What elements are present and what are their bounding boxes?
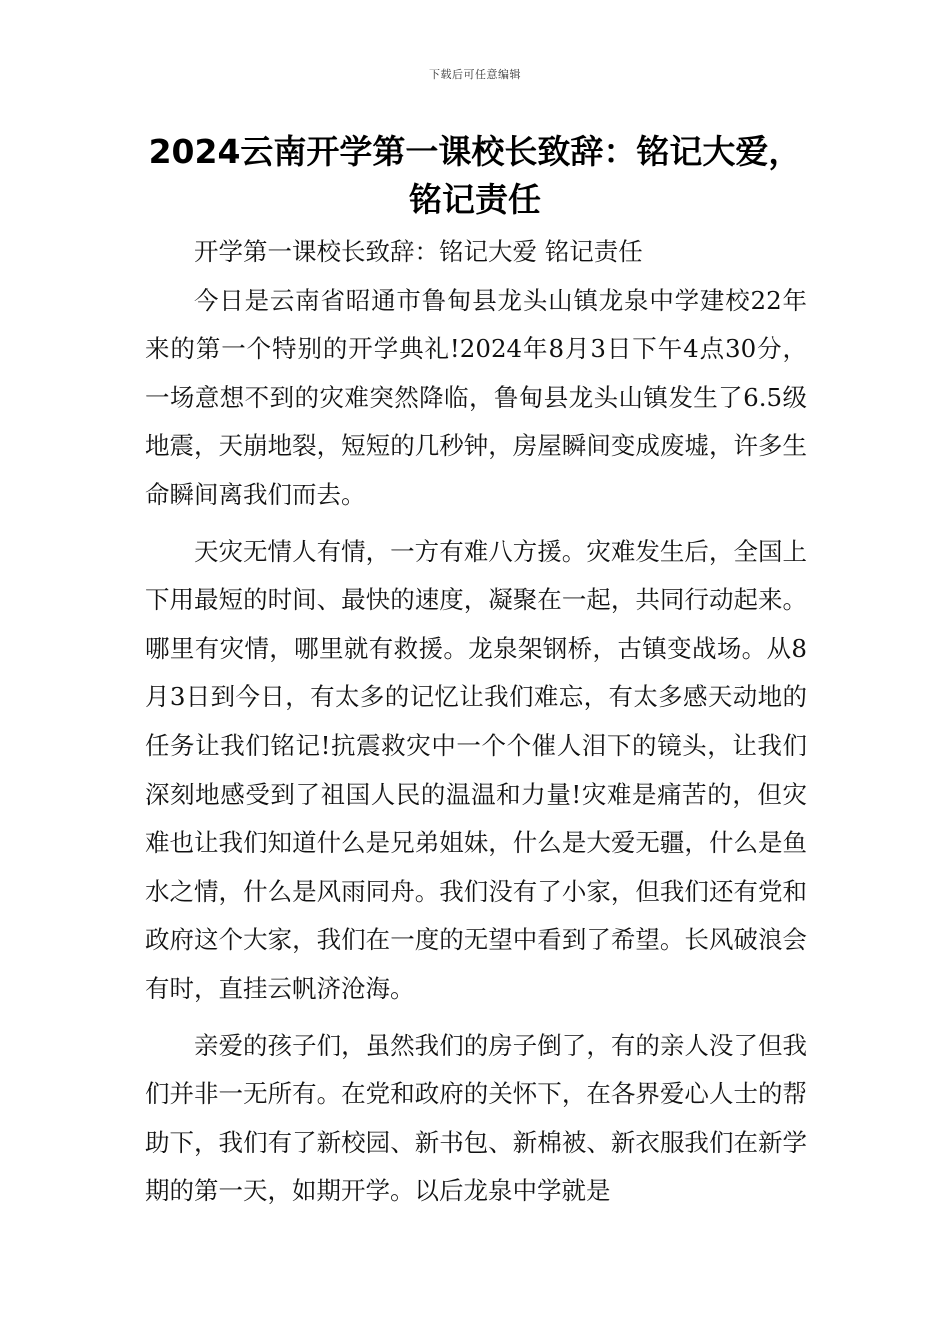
paragraph-3: 亲爱的孩子们，虽然我们的房子倒了，有的亲人没了但我们并非一无所有。在党和政府的关怀下，在各界爱心人士的帮助下，我们有了新校园、新书包、新棉被、新衣服我们在新学期的第一天，如期开学。以后龙泉中学就是 xyxy=(145,1030,807,1206)
document-body xyxy=(145,228,807,1224)
paragraph-1: 今日是云南省昭通市鲁甸县龙头山镇龙泉中学建校22年来的第一个特别的开学典礼!2024年8月3日下午4点30分，一场意想不到的灾难突然降临，鲁甸县龙头山镇发生了6.5级地震，天崩地裂，短短的几秒钟，房屋瞬间变成废墟，许多生命瞬间离我们而去。 xyxy=(145,285,807,509)
header-note: 下载后可任意编辑 xyxy=(429,68,521,81)
paragraph-2: 天灾无情人有情，一方有难八方援。灾难发生后，全国上下用最短的时间、最快的速度，凝聚在一起，共同行动起来。哪里有灾情，哪里就有救援。龙泉架钢桥，古镇变战场。从8月3日到今日，有太多的记忆让我们难忘，有太多感天动地的任务让我们铭记!抗震救灾中一个个催人泪下的镜头，让我们深刻地感受到了祖国人民的温温和力量!灾难是痛苦的，但灾难也让我们知道什么是兄弟姐妹，什么是大爱无疆，什么是鱼水之情，什么是风雨同舟。我们没有了小家，但我们还有党和政府这个大家，我们在一度的无望中看到了希望。长风破浪会有时，直挂云帆济沧海。 xyxy=(145,536,807,1003)
document-title: 2024云南开学第一课校长致辞：铭记大爱，铭记责任 xyxy=(148,132,802,219)
document-subtitle: 开学第一课校长致辞：铭记大爱 铭记责任 xyxy=(194,237,643,266)
